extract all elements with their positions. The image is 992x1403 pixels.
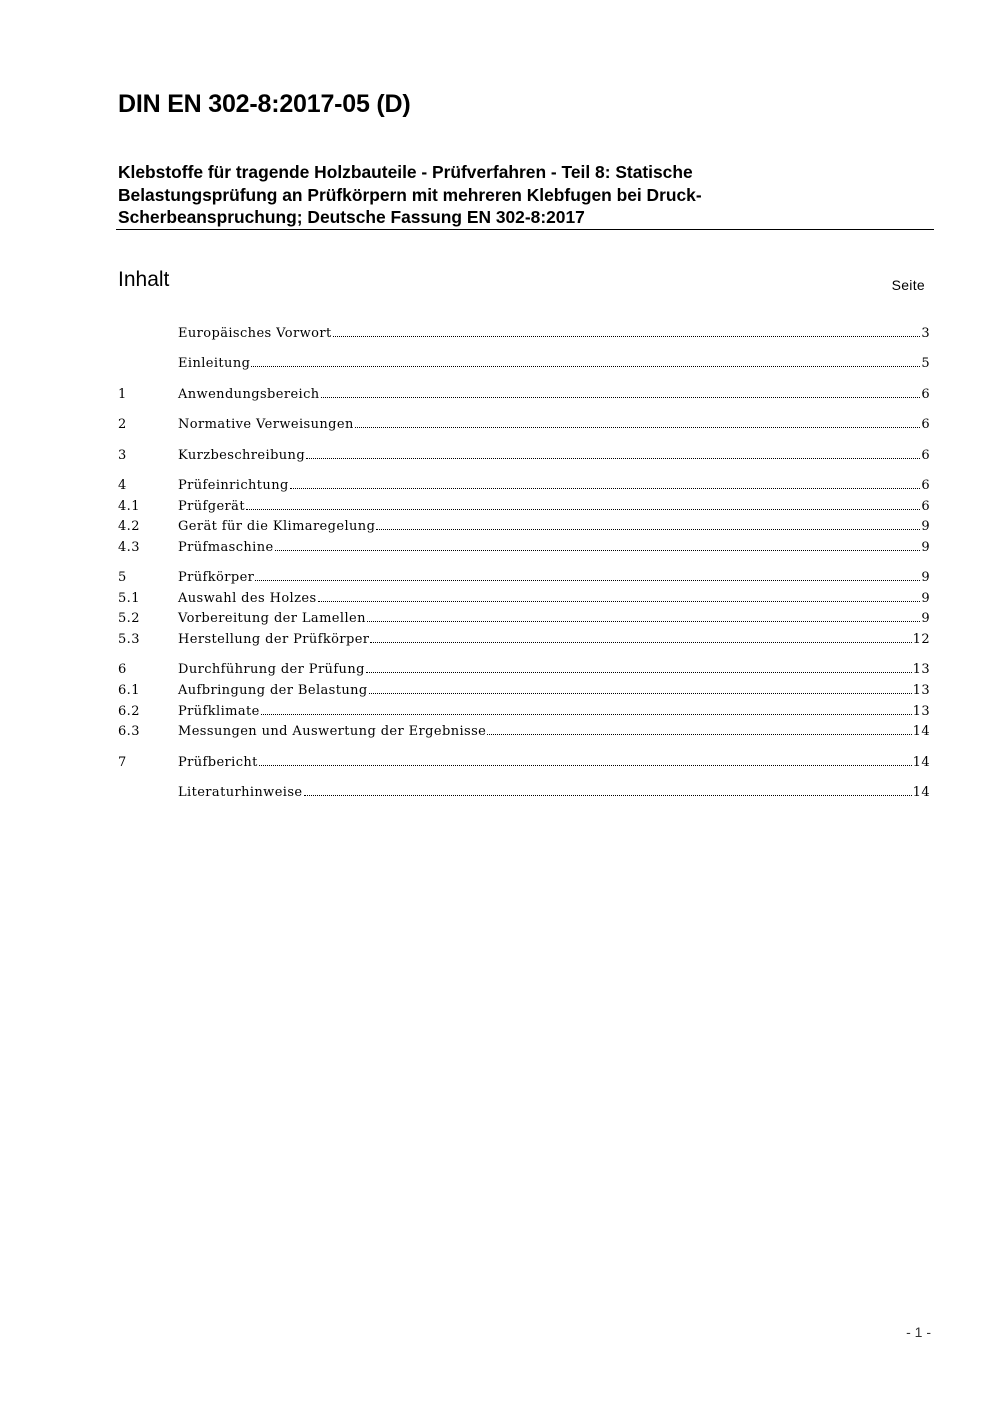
toc-dot-leader (304, 794, 912, 796)
toc-entry-page: 5 (921, 356, 930, 371)
toc-entry-page: 12 (912, 632, 930, 647)
toc-entry-page: 6 (921, 499, 930, 514)
toc-entry-5-2[interactable] (118, 611, 930, 631)
toc-entry-number: 2 (118, 417, 127, 432)
toc-dot-leader (251, 365, 920, 367)
toc-entry-6-1[interactable] (118, 683, 930, 703)
toc-entry-page: 9 (921, 519, 930, 534)
toc-entry-title: Prüfbericht (178, 755, 258, 770)
toc-entry-title: Durchführung der Prüfung (178, 662, 365, 677)
toc-entry-number: 1 (118, 387, 127, 402)
toc-dot-leader (369, 692, 912, 694)
toc-entry-title: Prüfklimate (178, 704, 260, 719)
toc-entry-number: 4 (118, 478, 127, 493)
toc-entry-page: 6 (921, 448, 930, 463)
toc-entry-title: Literaturhinweise (178, 785, 303, 800)
toc-entry-einleitung[interactable] (118, 356, 930, 376)
toc-entry-number: 7 (118, 755, 127, 770)
toc-entry-page: 13 (912, 662, 930, 677)
toc-entry-page: 13 (912, 704, 930, 719)
toc-entry-title: Prüfkörper (178, 570, 255, 585)
toc-entry-number: 4.3 (118, 540, 140, 555)
toc-entry-number: 5 (118, 570, 127, 585)
toc-entry-page: 9 (921, 611, 930, 626)
toc-entry-7[interactable] (118, 755, 930, 775)
toc-dot-leader (370, 641, 911, 643)
toc-entry-number: 6.3 (118, 724, 140, 739)
toc-dot-leader (366, 671, 912, 673)
toc-dot-leader (306, 457, 920, 459)
toc-entry-title: Normative Verweisungen (178, 417, 354, 432)
toc-entry-number: 4.1 (118, 499, 140, 514)
toc-entry-title: Prüfmaschine (178, 540, 274, 555)
toc-entry-literaturhinweise[interactable] (118, 785, 930, 805)
toc-dot-leader (333, 335, 921, 337)
toc-entry-title: Prüfeinrichtung (178, 478, 289, 493)
document-subtitle (118, 161, 930, 229)
toc-entry-number: 4.2 (118, 519, 140, 534)
toc-entry-page: 6 (921, 387, 930, 402)
toc-entry-number: 6 (118, 662, 127, 677)
toc-entry-number: 3 (118, 448, 127, 463)
toc-entry-page: 9 (921, 591, 930, 606)
page-number: - 1 - (906, 1324, 931, 1340)
toc-entry-title: Herstellung der Prüfkörper (178, 632, 370, 647)
toc-entry-page: 14 (912, 785, 930, 800)
toc-entry-2[interactable] (118, 417, 930, 437)
toc-entry-title: Vorbereitung der Lamellen (178, 611, 366, 626)
toc-entry-4-1[interactable] (118, 499, 930, 519)
document-title: DIN EN 302-8:2017-05 (D) (118, 90, 411, 118)
toc-entry-number: 6.1 (118, 683, 140, 698)
toc-entry-6[interactable] (118, 662, 930, 682)
subtitle-line: Belastungsprüfung an Prüfkörpern mit mehreren Klebfugen bei Druck- (118, 184, 702, 205)
toc-entry-title: Kurzbeschreibung (178, 448, 306, 463)
toc-entry-page: 6 (921, 478, 930, 493)
toc-dot-leader (259, 764, 912, 766)
toc-entry-number: 5.2 (118, 611, 140, 626)
toc-entry-6-2[interactable] (118, 704, 930, 724)
toc-entry-3[interactable] (118, 448, 930, 468)
toc-dot-leader (376, 528, 920, 530)
toc-entry-title: Einleitung (178, 356, 251, 371)
toc-heading: Inhalt (118, 268, 170, 291)
toc-entry-page: 9 (921, 570, 930, 585)
toc-entry-5[interactable] (118, 570, 930, 590)
subtitle-line: Scherbeanspruchung; Deutsche Fassung EN 302-8:2017 (118, 207, 585, 227)
toc-entry-title: Messungen und Auswertung der Ergebnisse (178, 724, 487, 739)
toc-entry-4-2[interactable] (118, 519, 930, 539)
toc-dot-leader (246, 508, 920, 510)
toc-entry-page: 14 (912, 724, 930, 739)
toc-entry-4-3[interactable] (118, 540, 930, 560)
toc-entry-page: 14 (912, 755, 930, 770)
toc-entry-6-3[interactable] (118, 724, 930, 744)
toc-dot-leader (318, 600, 921, 602)
toc-entry-number: 6.2 (118, 704, 140, 719)
toc-entry-title: Aufbringung der Belastung (178, 683, 368, 698)
toc-dot-leader (355, 426, 921, 428)
toc-entry-5-3[interactable] (118, 632, 930, 652)
toc-entry-page: 6 (921, 417, 930, 432)
toc-entry-number: 5.1 (118, 591, 140, 606)
toc-entry-number: 5.3 (118, 632, 140, 647)
toc-dot-leader (290, 487, 921, 489)
toc-dot-leader (487, 733, 911, 735)
toc-entry-page: 9 (921, 540, 930, 555)
toc-entry-1[interactable] (118, 387, 930, 407)
toc-entry-page: 3 (921, 326, 930, 341)
toc-entry-page: 13 (912, 683, 930, 698)
toc-dot-leader (367, 620, 920, 622)
subtitle-line: Klebstoffe für tragende Holzbauteile - Prüfverfahren - Teil 8: Statische (118, 162, 693, 182)
toc-entry-europaeisches-vorwort[interactable] (118, 326, 930, 346)
title-divider (116, 229, 934, 230)
toc-entry-5-1[interactable] (118, 591, 930, 611)
toc-dot-leader (275, 549, 921, 551)
toc-entry-4[interactable] (118, 478, 930, 498)
toc-entry-title: Europäisches Vorwort (178, 326, 332, 341)
toc-dot-leader (321, 396, 921, 398)
toc-page-column-label: Seite (891, 277, 925, 293)
toc-dot-leader (255, 579, 920, 581)
toc-dot-leader (261, 713, 912, 715)
toc-entry-title: Auswahl des Holzes (178, 591, 317, 606)
toc-entry-title: Prüfgerät (178, 499, 245, 514)
toc-entry-title: Gerät für die Klimaregelung (178, 519, 376, 534)
toc-entry-title: Anwendungsbereich (178, 387, 320, 402)
